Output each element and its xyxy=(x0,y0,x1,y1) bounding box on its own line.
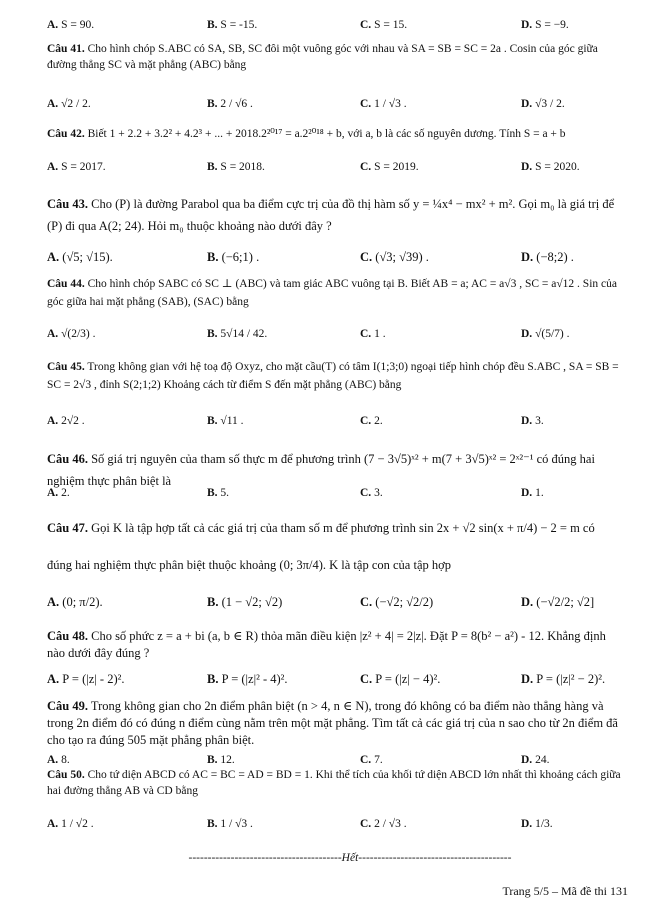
q48-option-d: D. P = (|z|² − 2)². xyxy=(521,672,606,686)
question-47-line-1: Câu 47. Gọi K là tập hợp tất cả các giá trị của tham số m để phương trình sin 2x + √2 sin(x + π/4) − 2 = m có xyxy=(47,521,595,535)
q50-option-b: B. 1 / √3 . xyxy=(207,818,253,830)
q40-option-c: C. S = 15. xyxy=(360,19,408,31)
q46-option-a: A. 2. xyxy=(47,487,70,499)
question-41: Câu 41. Cho hình chóp S.ABC có SA, SB, SC đôi một vuông góc với nhau và SA = SB = SC = 2a . Cosin của góc giữa đường thẳng SC và mặt phẳng (ABC) bằng xyxy=(47,43,598,71)
q50-option-d: D. 1/3. xyxy=(521,818,553,830)
q43-option-c: C. (√3; √39) . xyxy=(360,250,429,264)
question-48: Câu 48. Cho số phức z = a + bi (a, b ∈ R) thỏa mãn điều kiện |z² + 4| = 2|z|. Đặt P = 8(b² − a²) - 12. Khẳng định nào dưới đây đúng ? xyxy=(47,629,606,660)
q40-option-b: B. S = -15. xyxy=(207,19,258,31)
q48-option-b: B. P = (|z|² - 4)². xyxy=(207,672,288,686)
q46-options xyxy=(47,486,627,504)
q41-option-b: B. 2 / √6 . xyxy=(207,98,253,110)
q49-text: Trong không gian cho 2n điểm phân biệt (n > 4, n ∈ N), trong đó không có ba điểm nào thẳng hàng và trong 2n điểm đó có đúng n điểm cùng nằm trên một mặt phẳng. Tìm tất cả các giá trị của n sao cho từ 2n điểm đã cho tạo ra đúng 505 mặt phẳng phân biệt. xyxy=(47,699,618,747)
q49-option-a: A. 8. xyxy=(47,754,70,766)
q47-text-1: Gọi K là tập hợp tất cả các giá trị của tham số m để phương trình sin 2x + √2 sin(x + π/4) − 2 = m có xyxy=(91,521,595,535)
q49-option-d: D. 24. xyxy=(521,754,550,766)
question-45: Câu 45. Trong không gian với hệ toạ độ Oxyz, cho mặt cầu(T) có tâm I(1;3;0) ngoại tiếp hình chóp đều S.ABC , SA = SB = SC = 2√3 , đỉnh S(2;1;2) Khoảng cách từ điểm S đến mặt phẳng (ABC) bằng xyxy=(47,361,619,392)
question-42: Câu 42. Biết 1 + 2.2 + 3.2² + 4.2³ + ... + 2018.2²⁰¹⁷ = a.2²⁰¹⁸ + b, với a, b là các số nguyên dương. Tính S = a + b xyxy=(47,128,566,140)
q47-option-c: C. (−√2; √2/2) xyxy=(360,595,434,609)
q43-option-a: A. (√5; √15). xyxy=(47,250,113,264)
q43-formula: y = ¼x⁴ − mx² + m². xyxy=(412,197,516,211)
q41-option-d: D. √3 / 2. xyxy=(521,98,565,110)
q44-option-a: A. √(2/3) . xyxy=(47,328,96,340)
q42-text: Biết 1 + 2.2 + 3.2² + 4.2³ + ... + 2018.2²⁰¹⁷ = a.2²⁰¹⁸ + b, với a, b là các số nguyên dương. Tính S = a + b xyxy=(87,128,566,140)
q47-option-d: D. (−√2/2; √2] xyxy=(521,595,595,609)
q45-option-a: A. 2√2 . xyxy=(47,415,85,427)
q47-options xyxy=(47,594,627,612)
question-46: Câu 46. Số giá trị nguyên của tham số thực m để phương trình (7 − 3√5)ˣ² + m(7 + 3√5)ˣ² = 2ˣ²⁻¹ có đúng hai nghiệm thực phân biệt là xyxy=(47,452,595,488)
q45-text: Trong không gian với hệ toạ độ Oxyz, cho mặt cầu(T) có tâm I(1;3;0) ngoại tiếp hình chóp đều S.ABC , SA = SB = SC = 2√3 , đỉnh S(2;1;2) Khoảng cách từ điểm S đến mặt phẳng (ABC) bằng xyxy=(47,361,619,392)
question-44: Câu 44. Cho hình chóp SABC có SC ⊥ (ABC) và tam giác ABC vuông tại B. Biết AB = a; AC = a√3 , SC = a√12 . Sin của góc giữa hai mặt phẳng (SAB), (SAC) bằng xyxy=(47,278,617,308)
page-footer: Trang 5/5 – Mã đề thi 131 xyxy=(502,884,628,898)
question-49: Câu 49. Trong không gian cho 2n điểm phân biệt (n > 4, n ∈ N), trong đó không có ba điểm nào thẳng hàng và trong 2n điểm đó có đúng n điểm cùng nằm trên một mặt phẳng. Tìm tất cả các giá trị của n sao cho từ 2n điểm đã cho tạo ra đúng 505 mặt phẳng phân biệt. xyxy=(47,699,618,747)
q50-option-a: A. 1 / √2 . xyxy=(47,818,94,830)
q42-option-d: D. S = 2020. xyxy=(521,161,580,173)
q40-option-d: D. S = −9. xyxy=(521,19,569,31)
question-47-line-2 xyxy=(47,557,627,574)
q44-option-d: D. √(5/7) . xyxy=(521,328,570,340)
q42-options xyxy=(47,160,627,178)
q44-option-c: C. 1 . xyxy=(360,328,386,340)
q41-option-c: C. 1 / √3 . xyxy=(360,98,407,110)
q42-option-a: A. S = 2017. xyxy=(47,161,106,173)
q49-option-c: C. 7. xyxy=(360,754,383,766)
q47-option-a: A. (0; π/2). xyxy=(47,595,103,609)
q41-text: Cho hình chóp S.ABC có SA, SB, SC đôi một vuông góc với nhau và SA = SB = SC = 2a . Cosin của góc giữa đường thẳng SC và mặt phẳng (ABC) bằng xyxy=(47,43,598,71)
q50-options xyxy=(47,817,627,835)
q41-options xyxy=(47,97,627,115)
q50-option-c: C. 2 / √3 . xyxy=(360,818,407,830)
q44-options xyxy=(47,327,627,345)
q49-option-b: B. 12. xyxy=(207,754,235,766)
q45-options xyxy=(47,414,627,432)
q50-text: Cho tứ diện ABCD có AC = BC = AD = BD = 1. Khi thể tích của khối tứ diện ABCD lớn nhất thì khoảng cách giữa hai đường thẳng AB và CD bằng xyxy=(47,769,621,797)
q42-option-b: B. S = 2018. xyxy=(207,161,265,173)
q40-options xyxy=(47,18,627,36)
question-43: Câu 43. Cho (P) là đường Parabol qua ba điểm cực trị của đồ thị hàm số y = ¼x⁴ − mx² + m². Gọi m₀ là giá trị để (P) đi qua A(2; 24). Hỏi m₀ thuộc khoảng nào dưới đây ? xyxy=(47,197,615,233)
q45-option-b: B. √11 . xyxy=(207,415,244,427)
q47-text-2: đúng hai nghiệm thực phân biệt thuộc khoảng (0; 3π/4). K là tập con của tập hợp xyxy=(47,558,451,572)
q42-option-c: C. S = 2019. xyxy=(360,161,419,173)
q40-option-a: A. S = 90. xyxy=(47,19,95,31)
q48-option-a: A. P = (|z| - 2)². xyxy=(47,672,125,686)
q46-option-b: B. 5. xyxy=(207,487,230,499)
q43-option-d: D. (−8;2) . xyxy=(521,250,574,264)
q44-option-b: B. 5√14 / 42. xyxy=(207,328,268,340)
q44-text: Cho hình chóp SABC có SC ⊥ (ABC) và tam giác ABC vuông tại B. Biết AB = a; AC = a√3 , SC = a√12 . Sin của góc giữa hai mặt phẳng (SAB), (SAC) bằng xyxy=(47,278,617,308)
q46-option-c: C. 3. xyxy=(360,487,383,499)
q46-text: Số giá trị nguyên của tham số thực m để phương trình (7 − 3√5)ˣ² + m(7 + 3√5)ˣ² = 2ˣ²⁻¹ có đúng hai nghiệm thực phân biệt là xyxy=(47,452,595,488)
q48-option-c: C. P = (|z| − 4)². xyxy=(360,672,441,686)
q41-option-a: A. √2 / 2. xyxy=(47,98,91,110)
q46-option-d: D. 1. xyxy=(521,487,544,499)
question-50: Câu 50. Cho tứ diện ABCD có AC = BC = AD = BD = 1. Khi thể tích của khối tứ diện ABCD lớn nhất thì khoảng cách giữa hai đường thẳng AB và CD bằng xyxy=(47,769,621,797)
q43-option-b: B. (−6;1) . xyxy=(207,250,260,264)
q45-option-d: D. 3. xyxy=(521,415,544,427)
q43-options xyxy=(47,249,627,267)
q47-option-b: B. (1 − √2; √2) xyxy=(207,595,283,609)
q48-options xyxy=(47,671,627,689)
q48-text: Cho số phức z = a + bi (a, b ∈ R) thỏa mãn điều kiện |z² + 4| = 2|z|. Đặt P = 8(b² − a²) - 12. Khẳng định nào dưới đây đúng ? xyxy=(47,629,606,660)
q45-option-c: C. 2. xyxy=(360,415,383,427)
end-marker: ----------------------------------------Hết---------------------------------------- xyxy=(188,852,512,864)
